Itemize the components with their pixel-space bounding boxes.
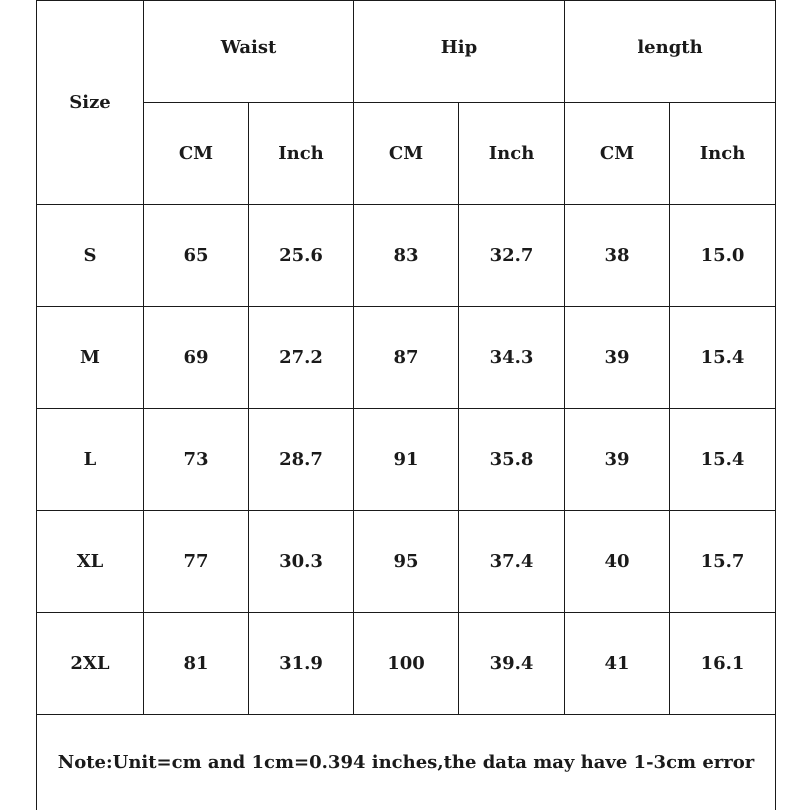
table-cell: 35.8 [459, 409, 565, 511]
table-cell: 40 [565, 511, 670, 613]
measurement-note: Note:Unit=cm and 1cm=0.394 inches,the data may have 1-3cm error [37, 715, 776, 810]
unit-header-cell: Inch [670, 103, 776, 205]
group-header-row [37, 1, 776, 103]
table-cell: 16.1 [670, 613, 776, 715]
table-row [37, 307, 776, 409]
table-cell: 69 [144, 307, 249, 409]
table-cell: 83 [354, 205, 459, 307]
unit-header-cell: Inch [459, 103, 565, 205]
table-cell: 15.4 [670, 409, 776, 511]
table-row [37, 613, 776, 715]
length-group-header: length [565, 1, 776, 103]
note-row [37, 715, 776, 810]
table-cell: 28.7 [249, 409, 354, 511]
size-label: 2XL [37, 613, 144, 715]
unit-header-cell: CM [565, 103, 670, 205]
table-cell: 25.6 [249, 205, 354, 307]
table-cell: 91 [354, 409, 459, 511]
table-cell: 87 [354, 307, 459, 409]
table-cell: 30.3 [249, 511, 354, 613]
size-column-header: Size [37, 1, 144, 205]
table-cell: 39.4 [459, 613, 565, 715]
table-cell: 77 [144, 511, 249, 613]
unit-header-row [37, 103, 776, 205]
size-chart-table [36, 0, 776, 810]
table-cell: 31.9 [249, 613, 354, 715]
table-cell: 41 [565, 613, 670, 715]
table-cell: 37.4 [459, 511, 565, 613]
table-cell: 15.4 [670, 307, 776, 409]
table-cell: 27.2 [249, 307, 354, 409]
table-row [37, 205, 776, 307]
table-cell: 95 [354, 511, 459, 613]
table-cell: 39 [565, 409, 670, 511]
table-cell: 65 [144, 205, 249, 307]
table-cell: 100 [354, 613, 459, 715]
size-label: M [37, 307, 144, 409]
table-cell: 81 [144, 613, 249, 715]
hip-group-header: Hip [354, 1, 565, 103]
unit-header-cell: CM [354, 103, 459, 205]
table-row [37, 511, 776, 613]
waist-group-header: Waist [144, 1, 354, 103]
table-cell: 15.7 [670, 511, 776, 613]
table-cell: 39 [565, 307, 670, 409]
size-label: S [37, 205, 144, 307]
table-cell: 38 [565, 205, 670, 307]
size-label: L [37, 409, 144, 511]
table-cell: 34.3 [459, 307, 565, 409]
table-cell: 15.0 [670, 205, 776, 307]
unit-header-cell: CM [144, 103, 249, 205]
table-row [37, 409, 776, 511]
table-cell: 73 [144, 409, 249, 511]
table-cell: 32.7 [459, 205, 565, 307]
unit-header-cell: Inch [249, 103, 354, 205]
size-label: XL [37, 511, 144, 613]
